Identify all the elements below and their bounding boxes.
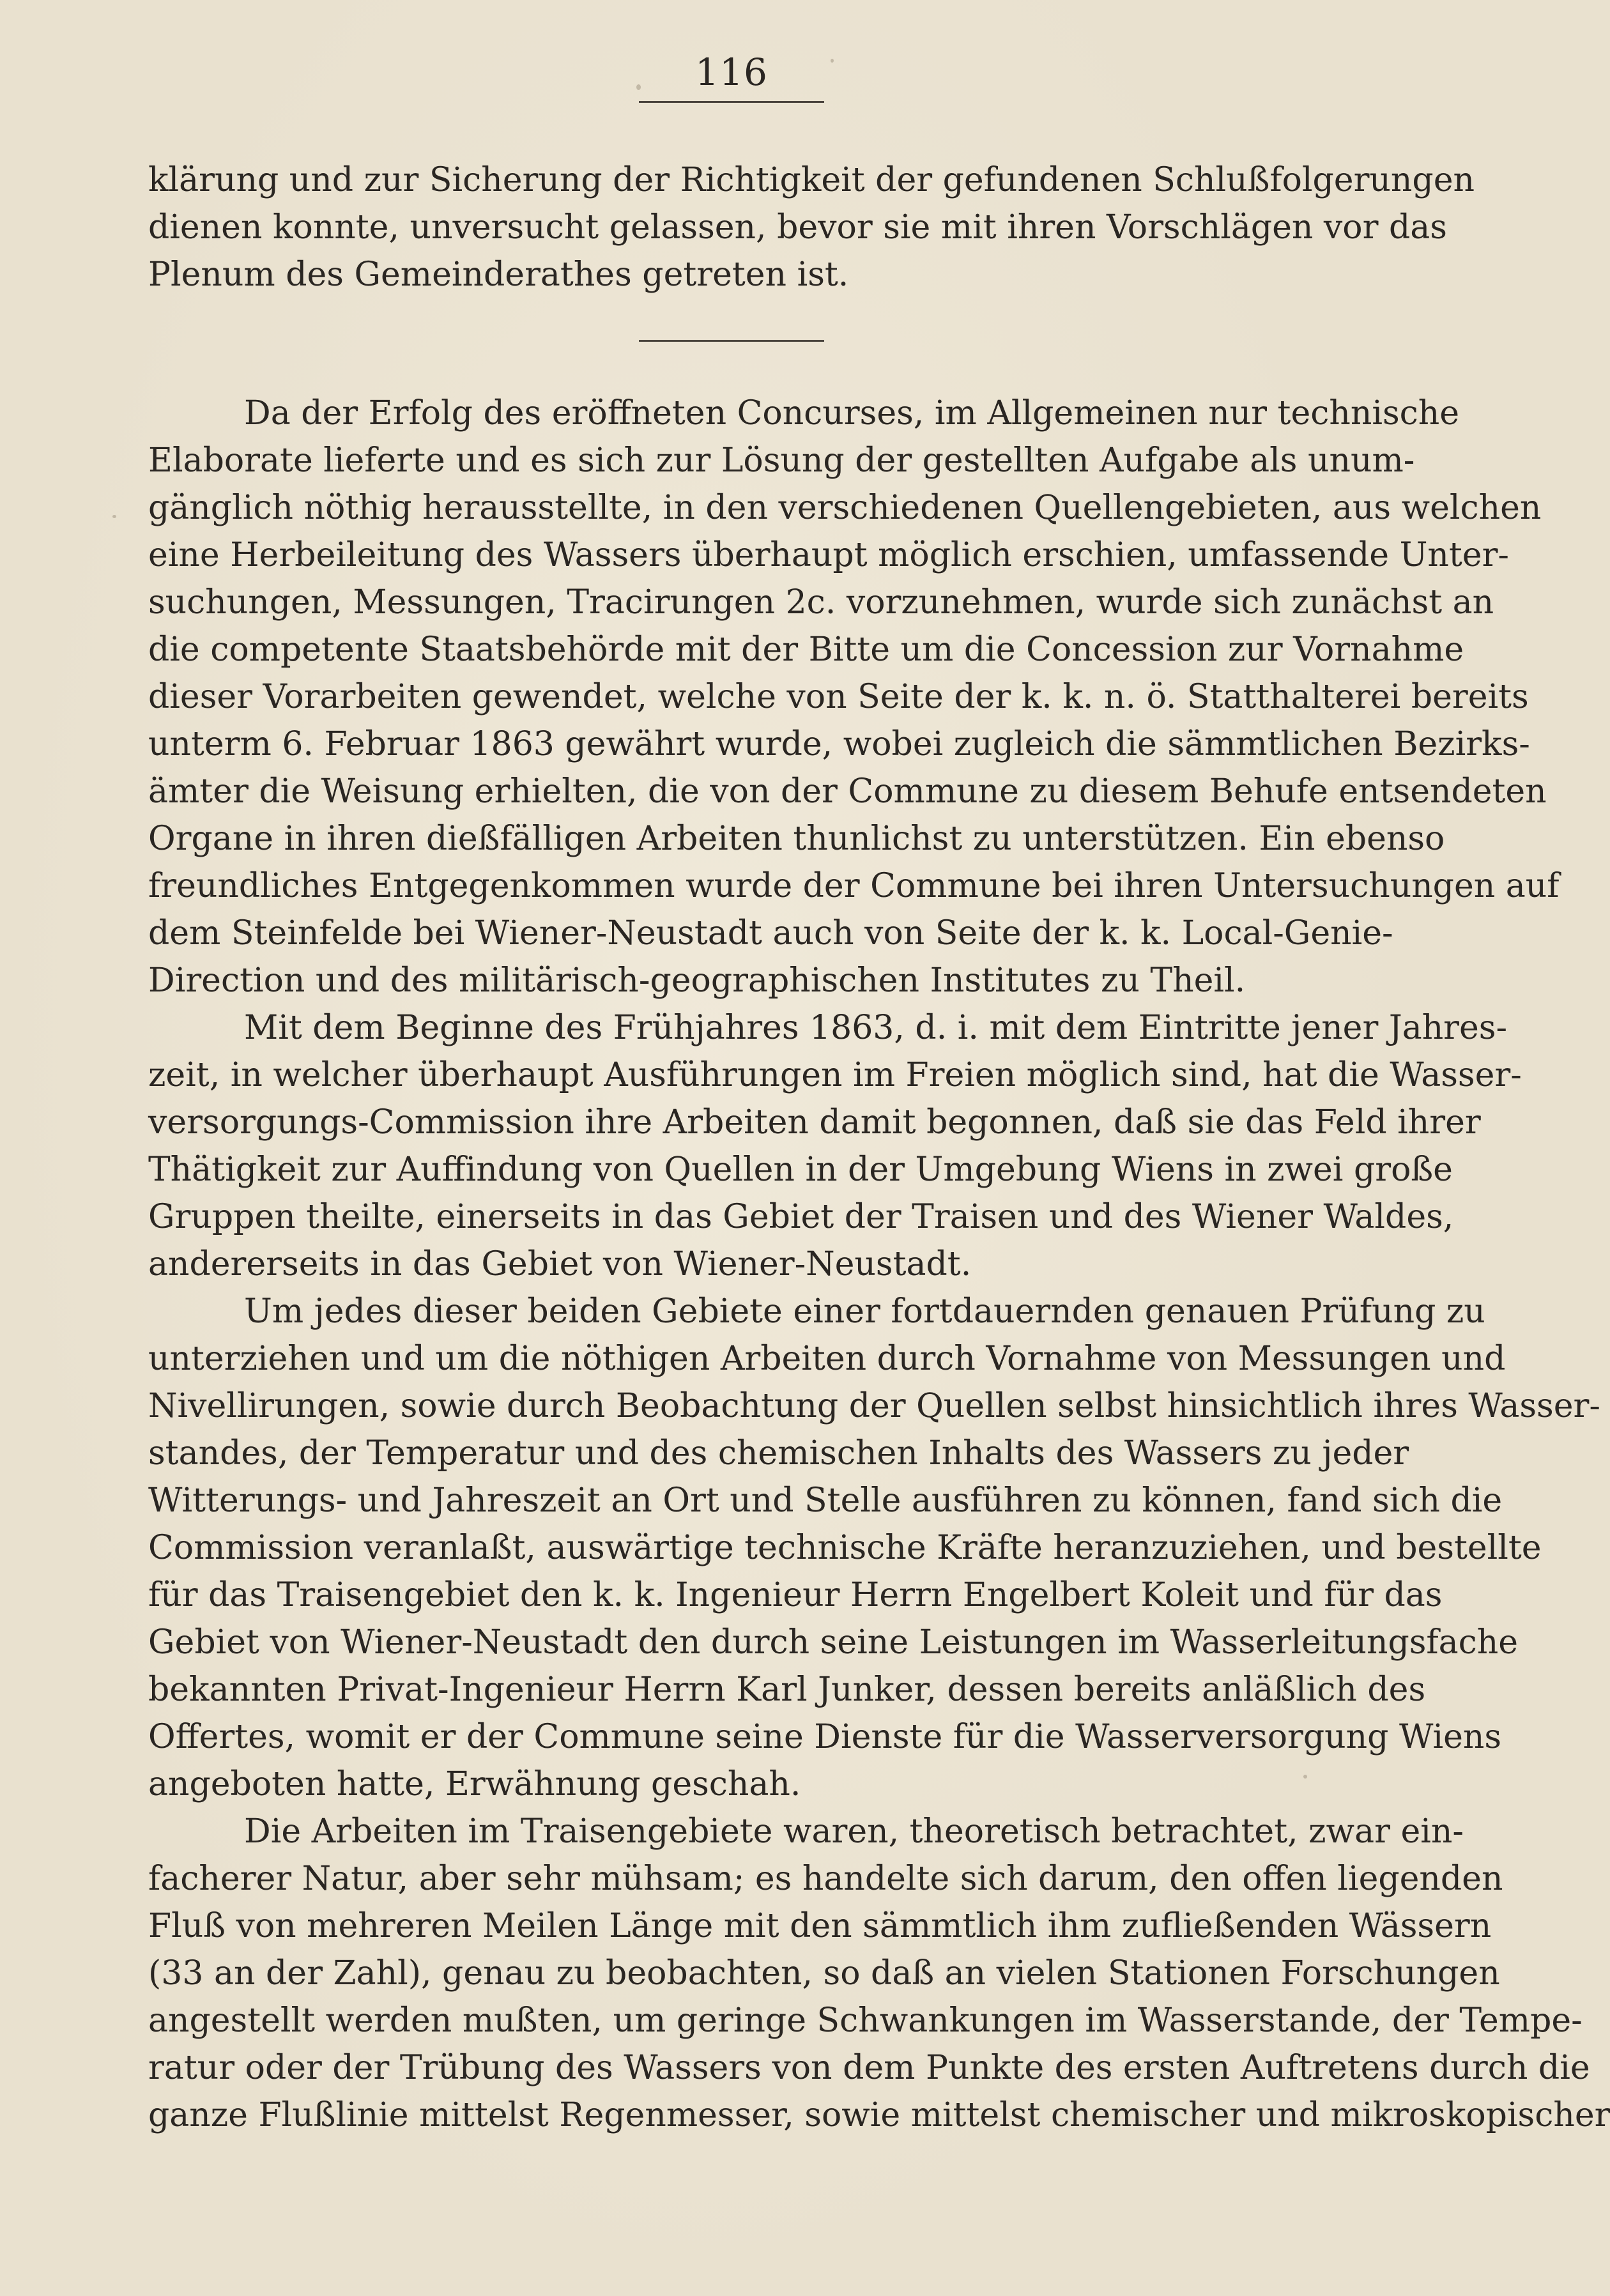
text-line: gänglich nöthig herausstellte, in den verschiedenen Quellengebieten, aus welchen [148, 489, 1542, 527]
page-number: 116 [695, 50, 768, 94]
text-line: Offertes, womit er der Commune seine Dienste für die Wasserversorgung Wiens [148, 1718, 1502, 1756]
text-line: Nivellirungen, sowie durch Beobachtung der Quellen selbst hinsichtlich ihres Wasser- [148, 1387, 1600, 1425]
continued-paragraph [148, 157, 1475, 298]
text-line: suchungen, Messungen, Tracirungen 2c. vorzunehmen, wurde sich zunächst an [148, 583, 1494, 622]
text-line: die competente Staatsbehörde mit der Bitte um die Concession zur Vornahme [148, 631, 1464, 669]
paper-speck [112, 515, 116, 518]
text-line: Commission veranlaßt, auswärtige technische Kräfte heranzuziehen, und bestellte [148, 1529, 1542, 1567]
text-line: ratur oder der Trübung des Wassers von dem Punkte des ersten Auftretens durch die [148, 2049, 1590, 2087]
text-line: versorgungs-Commission ihre Arbeiten damit begonnen, daß sie das Feld ihrer [148, 1103, 1481, 1142]
paper-speck [831, 59, 834, 63]
paragraph [148, 390, 1560, 1004]
text-line: dieser Vorarbeiten gewendet, welche von Seite der k. k. n. ö. Statthalterei bereits [148, 678, 1529, 716]
text-line: ganze Flußlinie mittelst Regenmesser, sowie mittelst chemischer und mikroskopischer [148, 2096, 1610, 2134]
text-line: Direction und des militärisch-geographischen Institutes zu Theil. [148, 961, 1246, 1000]
text-line: Gebiet von Wiener-Neustadt den durch seine Leistungen im Wasserleitungsfache [148, 1623, 1519, 1662]
paper-speck [1303, 1775, 1307, 1779]
text-line: freundliches Entgegenkommen wurde der Commune bei ihren Untersuchungen auf [148, 867, 1560, 905]
text-line: Plenum des Gemeinderathes getreten ist. [148, 256, 849, 294]
text-line: (33 an der Zahl), genau zu beobachten, so daß an vielen Stationen Forschungen [148, 1954, 1500, 1993]
text-line: dem Steinfelde bei Wiener-Neustadt auch von Seite der k. k. Local-Genie- [148, 914, 1393, 953]
paragraph [148, 1808, 1610, 2139]
paragraph [148, 1288, 1600, 1808]
text-line: andererseits in das Gebiet von Wiener-Neustadt. [148, 1245, 972, 1283]
text-line: dienen konnte, unversucht gelassen, bevor sie mit ihren Vorschlägen vor das [148, 208, 1447, 247]
text-line: Fluß von mehreren Meilen Länge mit den sämmtlich ihm zufließenden Wässern [148, 1907, 1492, 1945]
text-line: facherer Natur, aber sehr mühsam; es handelte sich darum, den offen liegenden [148, 1860, 1503, 1898]
paragraph [148, 1004, 1522, 1288]
text-line: bekannten Privat-Ingenieur Herrn Karl Junker, dessen bereits anläßlich des [148, 1671, 1426, 1709]
paper-speck [636, 84, 641, 90]
text-line: Gruppen theilte, einerseits in das Gebiet der Traisen und des Wiener Waldes, [148, 1198, 1454, 1236]
text-line: Witterungs- und Jahreszeit an Ort und Stelle ausführen zu können, fand sich die [148, 1481, 1503, 1520]
text-line: eine Herbeileitung des Wassers überhaupt möglich erschien, umfassende Unter- [148, 536, 1509, 574]
body-text [148, 390, 1610, 2139]
text-line: Thätigkeit zur Auffindung von Quellen in der Umgebung Wiens in zwei große [148, 1151, 1453, 1189]
text-line: Organe in ihren dießfälligen Arbeiten thunlichst zu unterstützen. Ein ebenso [148, 820, 1445, 858]
text-line: unterziehen und um die nöthigen Arbeiten durch Vornahme von Messungen und [148, 1340, 1506, 1378]
text-line: unterm 6. Februar 1863 gewährt wurde, wobei zugleich die sämmtlichen Bezirks- [148, 725, 1530, 763]
text-line: zeit, in welcher überhaupt Ausführungen im Freien möglich sind, hat die Wasser- [148, 1056, 1522, 1094]
text-line: Elaborate lieferte und es sich zur Lösung der gestellten Aufgabe als unum- [148, 441, 1415, 480]
text-line: angestellt werden mußten, um geringe Schwankungen im Wasserstande, der Tempe- [148, 2001, 1583, 2040]
text-line: standes, der Temperatur und des chemischen Inhalts des Wassers zu jeder [148, 1434, 1409, 1473]
text-line: Um jedes dieser beiden Gebiete einer fortdauernden genauen Prüfung zu [244, 1292, 1485, 1331]
text-line: angeboten hatte, Erwähnung geschah. [148, 1765, 801, 1803]
text-line: klärung und zur Sicherung der Richtigkeit der gefundenen Schlußfolgerungen [148, 161, 1475, 199]
section-divider [639, 340, 824, 342]
header-rule [639, 101, 824, 103]
text-line: Da der Erfolg des eröffneten Concurses, im Allgemeinen nur technische [244, 394, 1460, 432]
text-line: Mit dem Beginne des Frühjahres 1863, d. i. mit dem Eintritte jener Jahres- [244, 1009, 1508, 1047]
text-line: ämter die Weisung erhielten, die von der Commune zu diesem Behufe entsendeten [148, 772, 1547, 811]
text-line: Die Arbeiten im Traisengebiete waren, theoretisch betrachtet, zwar ein- [244, 1812, 1464, 1851]
text-line: für das Traisengebiet den k. k. Ingenieur Herrn Engelbert Koleit und für das [148, 1576, 1443, 1614]
